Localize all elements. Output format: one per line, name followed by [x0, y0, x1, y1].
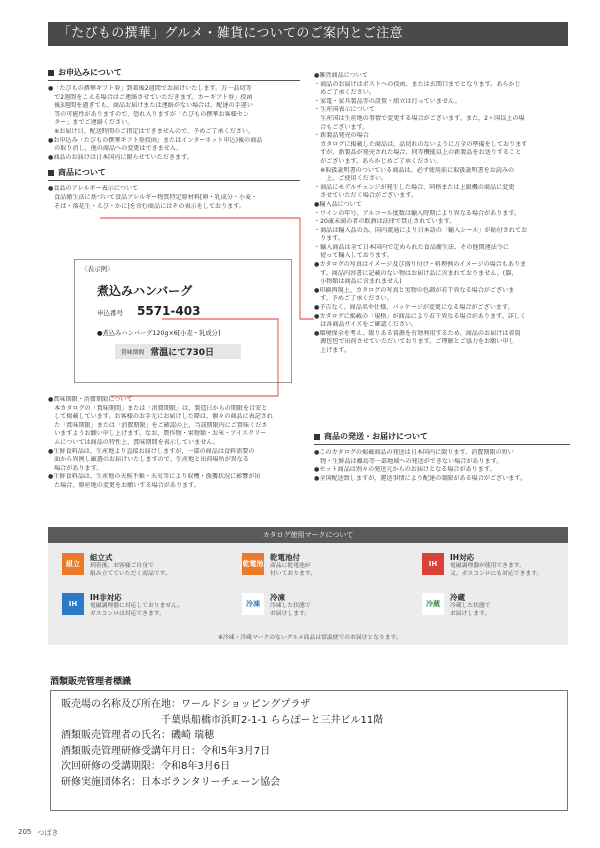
- text-line: ・生産国表示について: [314, 106, 375, 114]
- text-line: ・ワインの年号、アルコール度数は輸入時期により異なる場合があります。: [314, 209, 521, 217]
- text-line: 合もございます。: [314, 123, 369, 131]
- ih-icon: IH: [422, 553, 444, 575]
- mark-title: IH対応: [450, 553, 475, 562]
- text-line: ●印刷再現上、カタログの写真と実物の色調が若干異なる場合がございま: [314, 286, 515, 294]
- text-line: ●賞味期限・消費期限について: [48, 396, 133, 403]
- shipping-section: [314, 432, 570, 483]
- text-line: ●カタログの写真はイメージ及び盛り付け・料理例のイメージの場合もありま: [314, 261, 527, 269]
- text-line: す。予めご了承ください。: [314, 295, 393, 303]
- mark-desc: 冷凍した状態で: [270, 603, 311, 609]
- text-line: 上、ご使用ください。: [314, 175, 388, 183]
- text-line: 千葉県船橋市浜町2-1-1 ららぽーと三井ビル11階: [61, 714, 384, 726]
- section-heading-order: お申込みについて: [48, 68, 300, 78]
- mark-desc: 又、ガスコンロにも対応できます。: [450, 571, 543, 577]
- text-line: 酒類販売管理研修受講年月日：令和5年3月7日: [61, 745, 271, 757]
- text-line: ・商品のお届けはポストへの投函、または玄関口までとなります。あらかじ: [314, 80, 521, 88]
- text-line: 上げます。: [314, 347, 351, 354]
- mark-desc: 冷蔵した状態で: [450, 603, 491, 609]
- catalog-mark: [242, 553, 316, 578]
- catalog-name: つばき: [37, 829, 59, 837]
- mark-title: 乾電池付: [270, 553, 300, 562]
- page-title: 「たびもの撰華」グルメ・雑貨についてのご案内とご注意: [48, 22, 568, 46]
- expiry-notes: [48, 396, 300, 491]
- text-line: 生産国は生産地の事情で変更する場合がございます。また、2ヶ国以上の場: [314, 114, 525, 122]
- text-line: ・新製品発売の場合: [314, 132, 369, 140]
- text-line: ●雑貨商品について: [314, 72, 368, 79]
- text-line: ・商品にモデルチェンジが発生した場合、同格または上級機の商品に変更: [314, 183, 515, 191]
- text-line: ムについては商品の特性上、賞味期間を表示していません。: [48, 438, 219, 446]
- text-line: 酒類販売管理者の氏名：磯崎 瑞穂: [61, 730, 215, 741]
- sample-expiry: 賞味期間 常温にて730日: [115, 344, 241, 359]
- text-line: ●輸入品について: [314, 200, 362, 208]
- ih-incompatible-icon: IH: [62, 593, 84, 615]
- text-line: ・商品は輸入品の為、国内流通により日本語の「輸入シール」が貼付されてお: [314, 226, 528, 234]
- mark-title: IH非対応: [90, 593, 122, 602]
- sample-product-name: 煮込みハンバーグ: [97, 284, 193, 298]
- text-line: ※お届け日、配送時間のご指定はできませんので、予めご了承ください。: [48, 127, 255, 135]
- section-heading-products: 商品について: [48, 168, 300, 178]
- mark-desc: 電磁調理器に対応しておりません。: [90, 603, 184, 609]
- text-line: ●食品のアレルギー表示について: [48, 185, 139, 193]
- catalog-mark: [422, 593, 491, 618]
- text-line: ●全国配送致しますが、運送事情により配達の制限がある場合がございます。: [314, 474, 527, 482]
- text-line: して掲載しています。お客様のお手元にお届けした際は、個々の商品に表記され: [48, 413, 273, 421]
- sample-contents: ●煮込みハンバーグ120g×6[小麦・乳成分]: [97, 330, 221, 337]
- text-line: ります。: [314, 235, 344, 243]
- catalog-mark: [62, 553, 171, 578]
- shipping-notes: [314, 449, 570, 483]
- text-line: た場合、原産地の変更をお願いする場合があります。: [48, 481, 200, 489]
- text-line: させていただく場合がございます。: [314, 192, 418, 200]
- text-line: ●予告なく、商品名や仕様、パッケージが変更になる場合がございます。: [314, 304, 514, 312]
- liquor-sign-box: [50, 690, 568, 811]
- text-line: すが、新製品が発売された場合、同等機能以上の新製品をお送りすること: [314, 149, 522, 157]
- text-line: がございます。あらかじめご了承ください。: [314, 157, 442, 165]
- sample-code: 5571-403: [137, 304, 201, 318]
- section-heading-shipping: 商品の発送・お届けについて: [314, 432, 570, 442]
- mark-desc: 組み立てていただく商品です。: [90, 571, 171, 577]
- text-line: ●このカタログの掲載商品の発送は日本国内に限ります。消費期限の短い: [314, 449, 514, 456]
- text-line: 小物類は商品に含まれません): [314, 278, 402, 286]
- mark-desc: お届けします。: [450, 611, 491, 617]
- text-line: ●商品のお届けは日本国内に限らせていただきます。: [48, 153, 193, 161]
- text-line: す。商品内容書に記載のない物はお届け品に含まれておりません。(器、: [314, 269, 518, 277]
- text-line: で2週間をこえる場合はご連絡させていただきます。カーギフト券」投函: [48, 93, 253, 101]
- text-line: は各商品サイズをご確認ください。: [314, 321, 418, 329]
- text-line: 次回研修の受講期限：令和8年3月6日: [61, 761, 231, 772]
- text-line: カタログに掲載した商品は、品切れのないように万全の準備をしております: [314, 140, 528, 148]
- catalog-marks-panel: [48, 527, 568, 645]
- text-line: た「賞味期限」または「消費期限」をご確認の上、当該期限内にご賞味くださ: [48, 421, 268, 429]
- mark-title: 組立式: [90, 553, 113, 562]
- mark-desc: ガスコンロは対応できます。: [90, 611, 165, 617]
- refrigerated-icon: 冷蔵: [422, 593, 444, 615]
- text-line: ●生鮮食料品は、生産地の天候不順・天災等により収穫・漁獲状況に影響が出: [48, 473, 261, 481]
- text-line: ・輸入商品は全て日本国内で定められた食品衛生法、その他関連法令に: [314, 243, 509, 251]
- footer: [18, 828, 58, 838]
- text-line: ※取扱説明書のついている商品は、必ず使用前に取扱説明書をお読みの: [314, 166, 515, 174]
- text-line: ●環境保全を考え、限りある資源を有効利用するため、商品のお届けは省資: [314, 329, 521, 337]
- text-line: 本カタログの「賞味期間」または「消費期限」は、製造日からの期限を目安と: [48, 404, 268, 412]
- divider: [314, 444, 570, 445]
- text-line: いますようお願い申し上げます。なお、農作物・果物類・お米・アイスクリー: [48, 430, 267, 438]
- text-line: ・家電・家具製品等の設置・組立は行っていません。: [314, 97, 461, 105]
- text-line: 面から異例し厳選のお届けいたしますので、生産地と出荷場所が異なる: [48, 456, 249, 464]
- mark-desc: 到着後、お客様ご自身で: [90, 563, 154, 569]
- mark-desc: 商品に乾電池が: [270, 563, 311, 569]
- text-line: 販売場の名称及び所在地：ワールドショッピングプラザ: [61, 699, 311, 710]
- mark-desc: お届けします。: [270, 611, 311, 617]
- expiry-callout-line: [110, 319, 278, 396]
- text-line: ●カタログに掲載の「規格」が商品により若干異なる場合があります。詳しく: [314, 312, 527, 320]
- battery-icon: 乾電池: [242, 553, 264, 575]
- page-number: 205: [18, 828, 32, 836]
- mark-desc: 電磁調理器が使用できます。: [450, 563, 525, 569]
- text-line: 食品衛生法に基づいて食品アレルギー物質特定原材料[卵・乳成分・小麦・: [48, 193, 258, 201]
- text-line: そば・落花生・えび・かに]を含む商品にはその表示をしております。: [48, 202, 245, 210]
- text-line: 源包包で出荷させていただいております。ご理解とご協力をお願い申し: [314, 338, 515, 346]
- text-line: ター」までご連絡ください。: [48, 119, 134, 127]
- text-line: 研修実施団体名：日本ボランタリーチェーン協会: [61, 776, 281, 788]
- mark-title: 冷凍: [270, 593, 285, 602]
- text-line: 物・生鮮品は離島等一部地域への発送ができない場合があります。: [314, 457, 503, 465]
- catalog-marks-header: カタログ使用マークについて: [48, 527, 568, 543]
- text-line: めご了承ください。: [314, 89, 375, 97]
- catalog-note: ※冷凍・冷蔵マークのないグルメ商品は常温便でのお届けとなります。: [218, 635, 402, 641]
- text-line: ●生鮮食料品は、生産地より直接お届けしますが、一部の商品は食料需要の: [48, 447, 255, 455]
- frozen-icon: 冷凍: [242, 593, 264, 615]
- allergy-callout-line: [100, 218, 314, 319]
- liquor-heading: 酒類販売管理者標識: [50, 677, 132, 687]
- text-line: の取り消し、他の商品への変更はできません。: [48, 145, 183, 153]
- text-line: 従って輸入しております。: [314, 252, 393, 260]
- sample-code-label: 申込番号: [97, 309, 123, 317]
- catalog-mark: [62, 593, 183, 618]
- text-line: ●「たびもの撰華ギフト券」到着後2週間でお届けいたします。万一品切等: [48, 85, 252, 92]
- text-line: ●お申込み「たびもの撰華ギフト券投函」またはインターネット申込)後の商品: [48, 136, 263, 144]
- text-line: 等の可能性がありますので、恐れ入りますが「たびもの撰華お客様セン: [48, 110, 249, 118]
- catalog-mark: [242, 593, 311, 618]
- catalog-mark: [422, 553, 542, 578]
- text-line: ●セット商品は別々の発送元からのお届けとなる場合があります。: [314, 466, 496, 474]
- sample-label: 〈表示例〉: [81, 265, 114, 273]
- text-line: 場合があります。: [48, 464, 103, 472]
- mark-desc: 付いております。: [270, 571, 316, 577]
- text-line: ・20歳未満の者の飲酒は法律で禁止されています。: [314, 218, 456, 226]
- mark-title: 冷蔵: [450, 593, 465, 602]
- text-line: 後3週間を過ぎても、商品お届けまたは連絡がない場合は、配達の手違い: [48, 102, 253, 110]
- assembly-icon: 組立: [62, 553, 84, 575]
- square-bullet-icon: [314, 434, 320, 440]
- right-column: [314, 72, 570, 356]
